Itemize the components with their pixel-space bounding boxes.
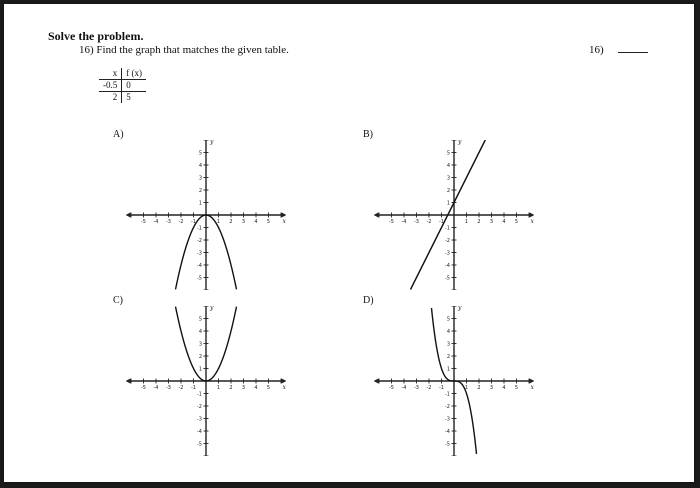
y-tick-label: -2 [445, 404, 450, 410]
y-tick-label: 1 [198, 366, 202, 373]
x-tick-label: 2 [229, 385, 233, 391]
y-tick-label: 2 [446, 188, 450, 194]
y-tick-label: 2 [446, 354, 450, 360]
x-axis-label: x [530, 384, 534, 391]
x-tick-label: 4 [254, 219, 258, 225]
problem-heading: Solve the problem. [48, 29, 144, 43]
option-a-label[interactable]: A) [113, 129, 124, 140]
x-axis-label: x [282, 384, 286, 391]
graph-option-d[interactable] [374, 306, 534, 456]
y-tick-label: -3 [197, 250, 202, 257]
graph-b-svg [374, 140, 534, 290]
y-tick-label: -4 [445, 263, 450, 269]
arrow-left-icon [126, 213, 131, 218]
arrow-right-icon [282, 213, 287, 218]
y-tick-label: 4 [198, 163, 202, 169]
worksheet-page [4, 4, 694, 482]
x-tick-label: -1 [191, 219, 196, 225]
answer-blank[interactable] [618, 52, 648, 53]
arrow-right-icon [282, 379, 287, 384]
table-cell: -0.5 [99, 80, 122, 92]
x-tick-label: -2 [178, 219, 184, 225]
y-tick-label: 4 [198, 329, 202, 335]
x-tick-label: -3 [166, 219, 171, 225]
y-tick-label: 1 [446, 366, 450, 373]
x-tick-label: 3 [489, 219, 494, 225]
y-tick-label: 1 [446, 200, 450, 207]
arrow-left-icon [374, 379, 379, 384]
arrow-left-icon [126, 379, 131, 384]
x-tick-label: 5 [266, 219, 271, 225]
graph-d-svg [374, 306, 534, 456]
y-tick-label: -4 [197, 263, 202, 269]
y-tick-label: -2 [197, 238, 202, 244]
graph-a-svg [126, 140, 286, 290]
x-tick-label: -4 [153, 219, 159, 225]
y-tick-label: 5 [446, 316, 450, 323]
graph-option-a[interactable] [126, 140, 286, 290]
y-tick-label: 3 [446, 341, 450, 348]
x-tick-label: 5 [514, 385, 519, 391]
y-axis-label: y [210, 140, 214, 146]
option-c-label[interactable]: C) [113, 295, 123, 306]
x-tick-label: 2 [477, 219, 481, 225]
x-tick-label: 1 [464, 385, 469, 391]
y-tick-label: 1 [198, 200, 202, 207]
y-tick-label: -5 [445, 441, 450, 448]
y-tick-label: -1 [197, 391, 202, 398]
table-header-x: x [99, 68, 122, 80]
x-tick-label: -2 [178, 385, 184, 391]
x-tick-label: 4 [502, 219, 506, 225]
y-tick-label: -3 [197, 416, 202, 423]
y-tick-label: -1 [445, 225, 450, 232]
x-tick-label: -5 [141, 219, 146, 225]
y-tick-label: -5 [445, 275, 450, 282]
table-cell: 5 [126, 92, 131, 102]
x-tick-label: -5 [389, 385, 394, 391]
x-tick-label: 3 [241, 219, 246, 225]
graph-option-c[interactable] [126, 306, 286, 456]
x-tick-label: 2 [229, 219, 233, 225]
x-tick-label: -5 [141, 385, 146, 391]
y-tick-label: 5 [446, 150, 450, 157]
answer-number: 16) [589, 44, 604, 56]
question-text: 16) Find the graph that matches the given table. [79, 44, 289, 56]
y-tick-label: -2 [445, 238, 450, 244]
table-row [99, 92, 146, 104]
table-header-fx: f (x) [122, 68, 146, 80]
x-tick-label: -2 [426, 219, 432, 225]
x-tick-label: -3 [414, 385, 419, 391]
y-tick-label: -5 [197, 275, 202, 282]
x-tick-label: -4 [401, 385, 407, 391]
x-tick-label: -3 [414, 219, 419, 225]
arrow-right-icon [530, 379, 535, 384]
y-axis-label: y [210, 306, 214, 312]
graph-option-b[interactable] [374, 140, 534, 290]
x-tick-label: 5 [266, 385, 271, 391]
arrow-left-icon [374, 213, 379, 218]
x-tick-label: 3 [241, 385, 246, 391]
x-tick-label: -1 [191, 385, 196, 391]
y-tick-label: -2 [197, 404, 202, 410]
x-tick-label: -5 [389, 219, 394, 225]
x-tick-label: 1 [216, 219, 221, 225]
y-tick-label: -4 [445, 429, 450, 435]
y-tick-label: -1 [197, 225, 202, 232]
y-tick-label: 5 [198, 150, 202, 157]
x-tick-label: -1 [439, 385, 444, 391]
x-tick-label: 1 [216, 385, 221, 391]
x-tick-label: -1 [439, 219, 444, 225]
x-axis-label: x [282, 218, 286, 225]
value-table [99, 68, 146, 103]
y-tick-label: -3 [445, 416, 450, 423]
y-tick-label: -3 [445, 250, 450, 257]
y-tick-label: 2 [198, 354, 202, 360]
x-tick-label: 1 [464, 219, 469, 225]
option-b-label[interactable]: B) [363, 129, 373, 140]
x-tick-label: 4 [254, 385, 258, 391]
table-row [99, 80, 146, 92]
y-tick-label: -4 [197, 429, 202, 435]
graph-c-svg [126, 306, 286, 456]
x-tick-label: 3 [489, 385, 494, 391]
arrow-right-icon [530, 213, 535, 218]
y-tick-label: 4 [446, 329, 450, 335]
x-tick-label: 4 [502, 385, 506, 391]
x-tick-label: -4 [401, 219, 407, 225]
y-axis-label: y [458, 306, 462, 312]
y-tick-label: -5 [197, 441, 202, 448]
x-tick-label: 2 [477, 385, 481, 391]
x-tick-label: -2 [426, 385, 432, 391]
x-tick-label: 5 [514, 219, 519, 225]
y-tick-label: 2 [198, 188, 202, 194]
x-axis-label: x [530, 218, 534, 225]
option-d-label[interactable]: D) [363, 295, 374, 306]
y-tick-label: 3 [446, 175, 450, 182]
table-cell: 2 [99, 92, 122, 104]
x-tick-label: -3 [166, 385, 171, 391]
y-axis-label: y [458, 140, 462, 146]
table-cell: 0 [122, 80, 146, 92]
y-tick-label: -1 [445, 391, 450, 398]
x-tick-label: -4 [153, 385, 159, 391]
y-tick-label: 4 [446, 163, 450, 169]
y-tick-label: 3 [198, 175, 202, 182]
y-tick-label: 3 [198, 341, 202, 348]
y-tick-label: 5 [198, 316, 202, 323]
